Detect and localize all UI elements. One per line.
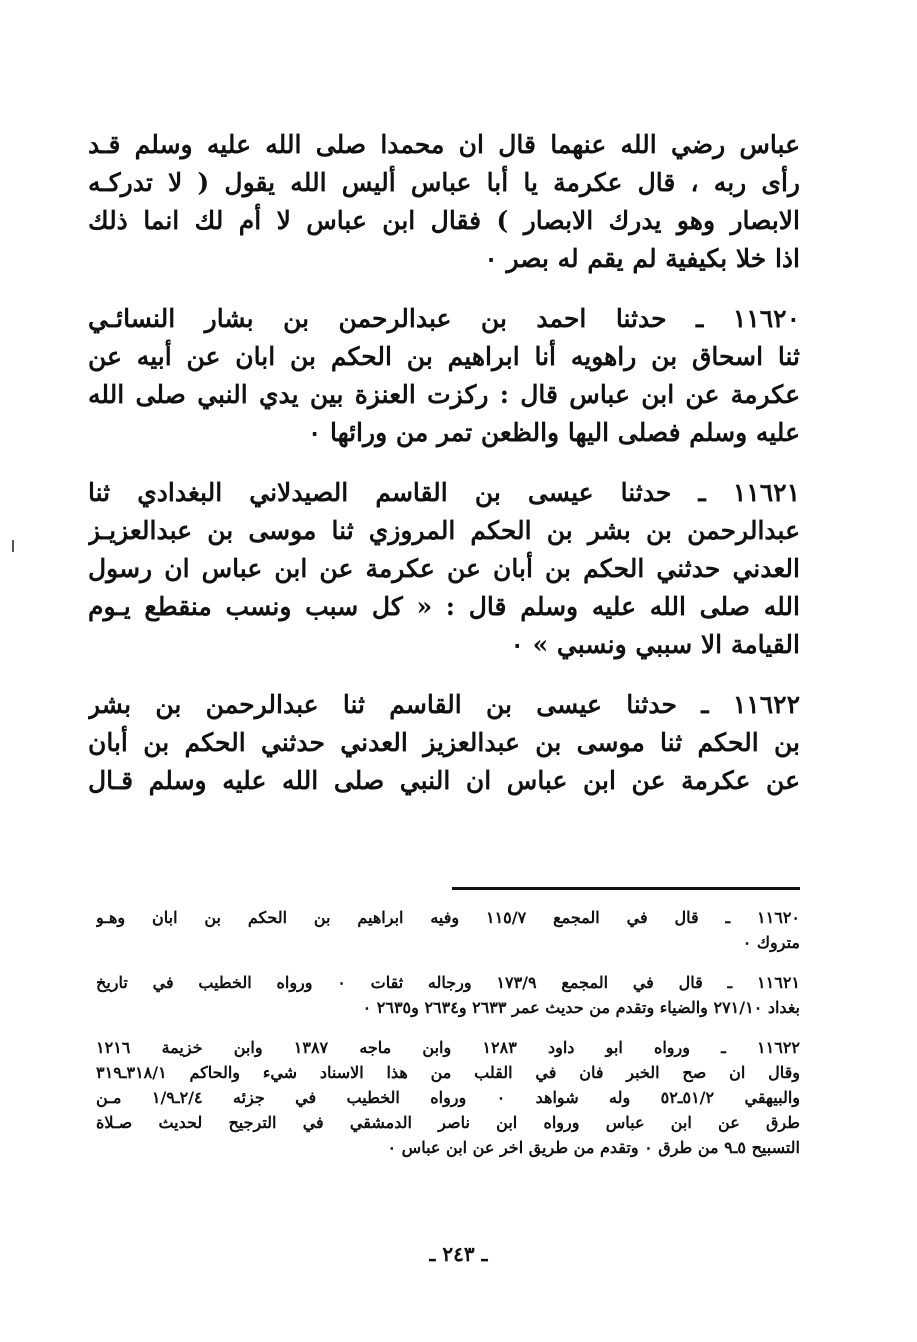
footnote-11620 xyxy=(96,905,800,955)
text-line: بن الحكم ثنا موسى بن عبدالعزيز العدني حدثني الحكم بن أبان xyxy=(88,728,800,757)
footnote-11622 xyxy=(96,1035,800,1160)
text-line: رأى ربه ، قال عكرمة يا أبا عباس أليس الله يقول ( لا تدركـه xyxy=(88,168,800,197)
text-line: عليه وسلم فصلى اليها والظعن تمر من ورائها ٠ xyxy=(307,418,800,447)
footnote-line: ١١٦٢٠ ـ قال في المجمع ١١٥/٧ وفيه ابراهيم بن الحكم بن ابان وهـو xyxy=(96,908,800,927)
text-line: ثنا اسحاق بن راهويه أنا ابراهيم بن الحكم بن ابان عن أبيه عن xyxy=(88,342,800,371)
hadith-11620 xyxy=(88,300,800,452)
text-line: اذا خلا بكيفية لم يقم له بصر ٠ xyxy=(484,244,800,273)
text-line: عن عكرمة عن ابن عباس ان النبي صلى الله عليه وسلم قـال xyxy=(88,766,800,795)
text-line: القيامة الا سببي ونسبي » ٠ xyxy=(510,630,800,659)
text-line: ١١٦٢١ ـ حدثنا عيسى بن القاسم الصيدلاني البغدادي ثنا xyxy=(88,478,800,507)
footnotes xyxy=(96,905,800,1175)
main-text xyxy=(88,126,800,822)
text-line: الابصار وهو يدرك الابصار ) فقال ابن عباس لا أم لك انما ذلك xyxy=(88,206,800,235)
hadith-11622 xyxy=(88,686,800,800)
text-line: ١١٦٢٠ ـ حدثنا احمد بن عبدالرحمن بن بشار النسائـي xyxy=(88,304,800,333)
footnote-divider xyxy=(452,887,800,890)
footnote-line: وقال ان صح الخبر فان في القلب من هذا الاسناد شيء والحاكم ٣١٨/١ـ٣١٩ xyxy=(96,1063,800,1082)
footnote-line: ١١٦٢١ ـ قال في المجمع ١٧٣/٩ ورجاله ثقات ٠ ورواه الخطيب في تاريخ xyxy=(96,973,800,992)
page-number: ـ ٢٤٣ ـ xyxy=(429,1242,488,1266)
hadith-11621 xyxy=(88,474,800,664)
footnote-line: والبيهقي ٥١/٢ـ٥٢ وله شواهد ٠ ورواه الخطيب في جزئه ٢/٤ـ١/٩ مـن xyxy=(96,1088,800,1107)
text-line: ١١٦٢٢ ـ حدثنا عيسى بن القاسم ثنا عبدالرحمن بن بشر xyxy=(88,690,800,719)
text-line: عبدالرحمن بن بشر بن الحكم المروزي ثنا موسى بن عبدالعزيـز xyxy=(88,516,800,545)
text-line: الله صلى الله عليه وسلم قال : « كل سبب ونسب منقطع يـوم xyxy=(88,592,800,621)
text-line: عباس رضي الله عنهما قال ان محمدا صلى الله عليه وسلم قـد xyxy=(88,130,800,159)
footnote-line: متروك ٠ xyxy=(742,933,800,952)
footnote-line: ١١٦٢٢ ـ ورواه ابو داود ١٢٨٣ وابن ماجه ١٣٨٧ وابن خزيمة ١٢١٦ xyxy=(96,1038,800,1057)
footnote-line: التسبيح ٥ـ٩ من طرق ٠ وتقدم من طريق اخر عن ابن عباس ٠ xyxy=(387,1138,800,1157)
scan-margin-mark xyxy=(12,540,14,552)
footnote-11621 xyxy=(96,970,800,1020)
footnote-line: بغداد ٢٧١/١٠ والضياء وتقدم من حديث عمر ٢٦٣٣ و٢٦٣٤ و٢٦٣٥ ٠ xyxy=(362,998,800,1017)
text-line: العدني حدثني الحكم بن أبان عن عكرمة عن ابن عباس ان رسول xyxy=(88,554,800,583)
footnote-line: طرق عن ابن عباس ورواه ابن ناصر الدمشقي في الترجيح لحديث صـلاة xyxy=(96,1113,800,1132)
text-line: عكرمة عن ابن عباس قال : ركزت العنزة بين يدي النبي صلى الله xyxy=(88,380,800,409)
paragraph-0 xyxy=(88,126,800,278)
